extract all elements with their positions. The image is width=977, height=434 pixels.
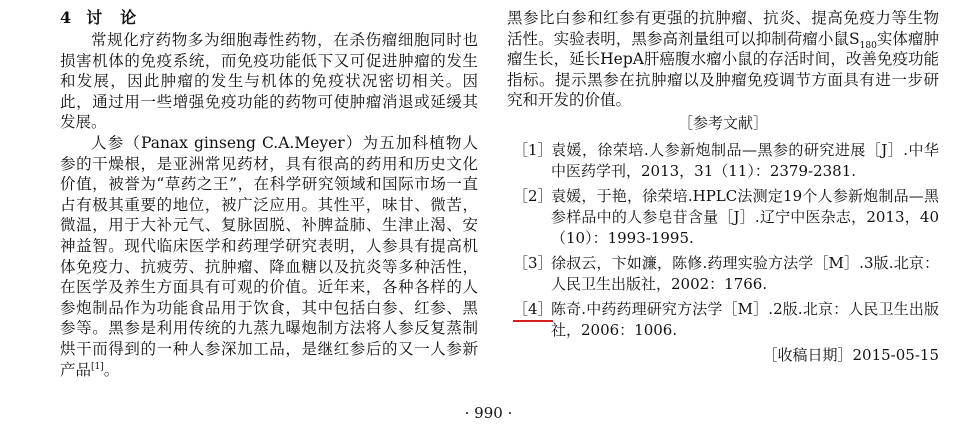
page-number: · 990 · <box>464 404 513 422</box>
reference-index: ［1］ <box>513 140 553 159</box>
reference-text: 陈奇.中药药理研究方法学［M］.2版.北京：人民卫生出版社，2006：1006. <box>551 299 939 339</box>
discussion-paragraph-3 <box>507 8 939 111</box>
discussion-paragraph-3-part2: 实体瘤肿瘤生长，延长HepA肝癌腹水瘤小鼠的存活时间，改善免疫功能指标。提示黑参在抗肿瘤以及肿瘤免疫调节方面具有进一步研究和开发的价值。 <box>507 29 939 110</box>
reference-text: 袁媛，徐荣培.人参新炮制品—黑参的研究进展［J］.中华中医药学刊，2013，31（11）：2379-2381. <box>551 140 939 180</box>
subscript-s180: 180 <box>859 40 877 51</box>
reference-item <box>507 299 939 341</box>
section-title: 讨 论 <box>86 8 138 27</box>
paragraph-end-punctuation: 。 <box>103 360 120 379</box>
discussion-paragraph-3-part1: 黑参比白参和红参有更强的抗肿瘤、抗炎、提高免疫力等生物活性。实验表明，黑参高剂量组可以抑制荷瘤小鼠S <box>507 9 939 48</box>
discussion-paragraph-2-text: 人参（Panax ginseng C.A.Meyer）为五加科植物人参的干燥根，是亚洲常见药材，具有很高的药用和历史文化价值，被誉为“草药之王”，在科学研究领域和国际市场一直占有极其重要的地位，被广泛应用。其性平，味甘、微苦，微温，用于大补元气、复脉固脱、补脾益肺、生津止渴、安神益智。现代临床医学和药理学研究表明，人参具有提高机体免疫力、抗疲劳、抗肿瘤、降血糖以及抗炎等多种活性，在医学及养生方面具有可观的价值。近年来，各种各样的人参炮制品作为功能食品用于饮食，其中包括白参、红参、黑参等。黑参是利用传统的九蒸九曝炮制方法将人参反复蒸制烘干而得到的一种人参深加工品，是继红参后的又一人参新产品 <box>60 133 478 379</box>
reference-text: 徐叔云，卞如濂，陈修.药理实验方法学［M］.3版.北京：人民卫生出版社，2002：1766. <box>551 253 939 293</box>
reference-item <box>507 253 939 295</box>
reference-index: ［3］ <box>513 253 553 272</box>
reference-index-underlined: ［4］ <box>513 299 553 322</box>
reference-text: 袁媛，于艳，徐荣培.HPLC法测定19个人参新炮制品—黑参样品中的人参皂苷含量［J］.辽宁中医杂志，2013，40（10）：1993-1995. <box>551 186 939 247</box>
discussion-paragraph-2 <box>60 133 478 380</box>
section-heading <box>60 8 478 28</box>
citation-marker[interactable]: [1] <box>91 361 104 372</box>
reference-index: ［2］ <box>513 186 553 205</box>
reference-list <box>507 140 939 341</box>
received-date: ［收稿日期］2015-05-15 <box>762 345 939 364</box>
reference-item <box>507 186 939 249</box>
discussion-paragraph-1: 常规化疗药物多为细胞毒性药物，在杀伤瘤细胞同时也损害机体的免疫系统，而免疫功能低下又可促进肿瘤的发生和发展，因此肿瘤的发生与机体的免疫状况密切相关。因此，通过用一些增强免疫功能的药物可使肿瘤消退或延缓其发展。 <box>60 31 478 132</box>
left-column <box>60 8 478 380</box>
reference-item <box>507 140 939 182</box>
right-column <box>507 8 939 366</box>
section-number: 4 <box>60 8 73 27</box>
references-heading: ［参考文献］ <box>677 113 768 132</box>
